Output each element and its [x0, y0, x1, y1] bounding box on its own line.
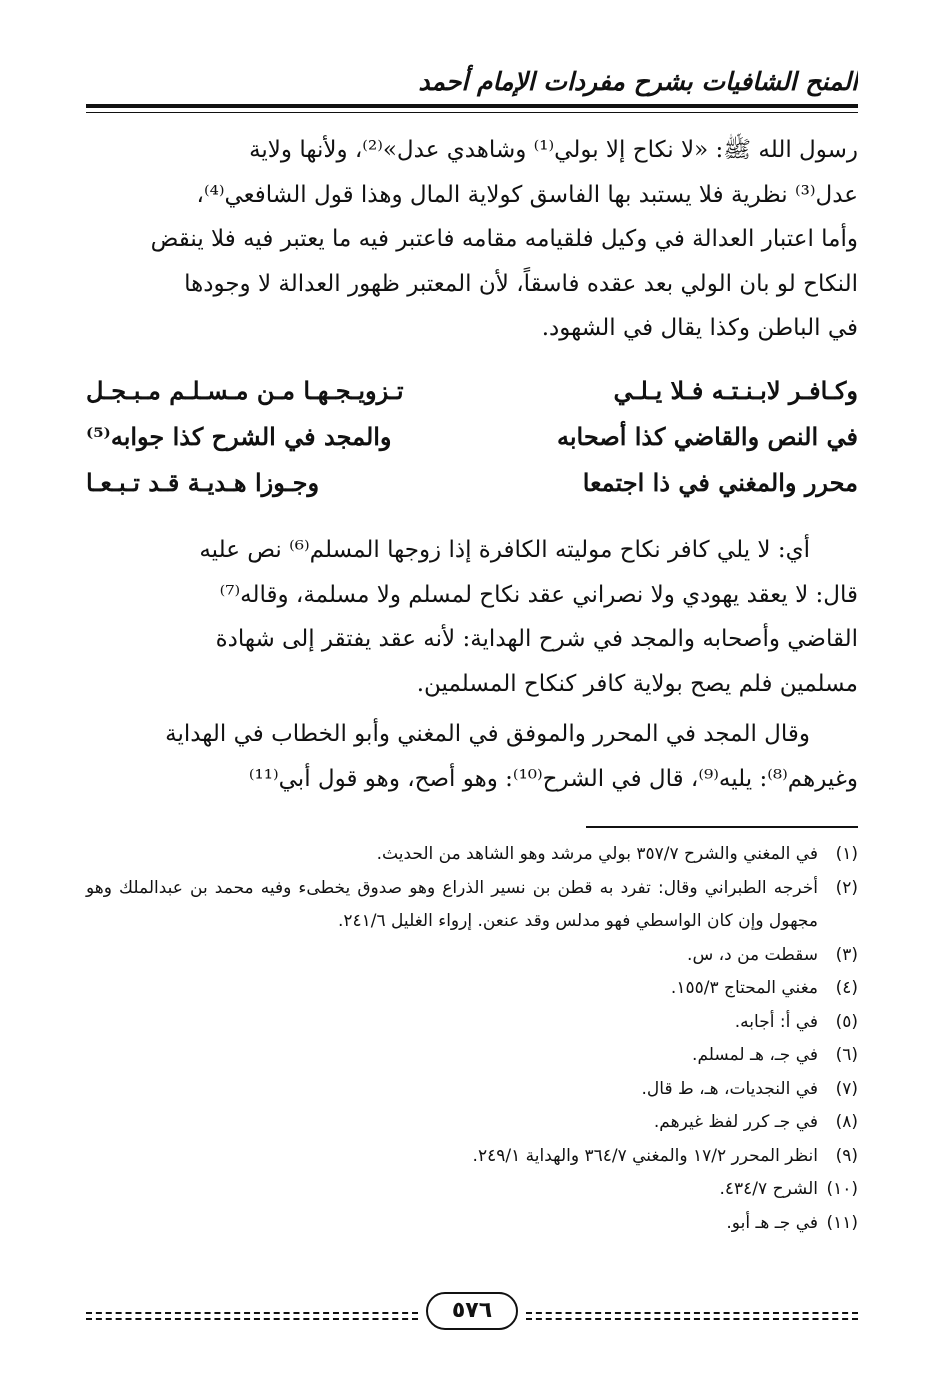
text-line: رسول الله ﷺ: «لا نكاح إلا بولي⁽¹⁾ وشاهدي عدل»⁽²⁾، ولأنها ولاية: [249, 137, 858, 163]
footnote-text: سقطت من د، س.: [687, 944, 818, 965]
footnote: [86, 1006, 858, 1040]
footnote-number: (٥): [835, 1011, 858, 1032]
page-number: ٥٧٦: [426, 1292, 518, 1330]
footnote: [86, 1106, 858, 1140]
footnote-separator: [586, 826, 858, 828]
footnote-number: (٧): [835, 1078, 858, 1099]
footnote-text: الشرح ٤٣٤/٧.: [719, 1179, 818, 1199]
footer-ornament-left: [86, 1312, 418, 1314]
footnote: [86, 939, 858, 973]
header-rule-thick: [86, 104, 858, 108]
paragraph-1: [86, 128, 858, 351]
verse-hemistich: تـزويـجـهـا مـن مـسـلـم مـبـجـل: [86, 376, 404, 405]
footnote: [86, 838, 858, 872]
verse-hemistich: في النص والقاضي كذا أصحابه: [556, 422, 858, 451]
verse-hemistich: محرر والمغني في ذا اجتمعا: [582, 468, 858, 497]
footnote-number: (٨): [835, 1112, 858, 1132]
footnote-text: مغني المحتاج ١٥٥/٣.: [670, 978, 818, 998]
verse-hemistich: وكـافـر لابـنـتـه فـلا يـلـي: [613, 376, 858, 405]
paragraph-2: [86, 528, 858, 706]
footnote-text: في أ: أجابه.: [734, 1011, 818, 1032]
text-line: النكاح لو بان الولي بعد عقده فاسقاً، لأن المعتبر ظهور العدالة لا وجودها: [184, 270, 858, 297]
footnote-number: (٣): [835, 944, 858, 965]
text-line: وأما اعتبار العدالة في وكيل فلقيامه مقامه فاعتبر فيه ما يعتبر فيه فلا ينقض: [150, 226, 858, 252]
footnote: [86, 1073, 858, 1107]
footnote-number: (٤): [835, 978, 858, 998]
verse-hemistich: والمجد في الشرح كذا جوابه⁽⁵⁾: [86, 422, 392, 451]
footnote-text: في النجديات، هـ، ط قال.: [641, 1078, 818, 1099]
footnote: [86, 872, 858, 939]
footnote-text: في جـ كرر لفظ غيرهم.: [653, 1112, 818, 1132]
verse-3: [86, 460, 858, 506]
text-line: قال: لا يعقد يهودي ولا نصراني عقد نكاح لمسلم ولا مسلمة، وقاله⁽⁷⁾: [219, 581, 858, 608]
paragraph-3: [86, 712, 858, 801]
footnotes: [86, 838, 858, 1240]
header-rule-thin: [86, 112, 858, 113]
text-line: مسلمين فلم يصح بولاية كافر كنكاح المسلمين.: [416, 670, 858, 697]
poem-verses: [86, 368, 858, 506]
footnote-number: (٢): [835, 877, 858, 898]
verse-2: [86, 414, 858, 460]
footnote: [86, 1173, 858, 1207]
footnote-number: (١): [835, 844, 858, 864]
footnote-number: (١٠): [826, 1179, 858, 1199]
footnote: [86, 1039, 858, 1073]
footer-ornament-right: [526, 1312, 858, 1314]
footnote-number: (١١): [826, 1212, 858, 1233]
footnote-text: أخرجه الطبراني وقال: تفرد به قطن بن نسير الذراع وهو صدوق يخطىء وفيه محمد بن عبدالملك وهو مجهول وإن كان الواسطي فهو مدلس وقد عنعن. إرواء الغليل ٢٤١/٦.: [86, 877, 818, 931]
text-line: وغيرهم⁽⁸⁾: يليه⁽⁹⁾، قال في الشرح⁽¹⁰⁾: وهو أصح، وهو قول أبي⁽¹¹⁾: [248, 765, 858, 792]
page-footer: [86, 1290, 858, 1336]
verse-hemistich: وجـوزا هـديـة قـد تـبـعـا: [86, 468, 320, 497]
footnote-text: انظر المحرر ١٧/٢ والمغني ٣٦٤/٧ والهداية ٢٤٩/١.: [472, 1145, 818, 1166]
footnote: [86, 1140, 858, 1174]
footnote-text: في المغني والشرح ٣٥٧/٧ بولي مرشد وهو الشاهد من الحديث.: [376, 844, 818, 864]
footnote: [86, 972, 858, 1006]
text-line: في الباطن وكذا يقال في الشهود.: [541, 315, 858, 341]
running-header: المنح الشافيات بشرح مفردات الإمام أحمد: [418, 67, 858, 96]
footnote-number: (٦): [835, 1045, 858, 1065]
text-line: القاضي وأصحابه والمجد في شرح الهداية: لأنه عقد يفتقر إلى شهادة: [215, 626, 858, 652]
text-line: وقال المجد في المحرر والموفق في المغني وأبو الخطاب في الهداية: [165, 721, 810, 747]
footnote-text: في جـ هـ أبو.: [726, 1212, 818, 1233]
text-line: أي: لا يلي كافر نكاح موليته الكافرة إذا زوجها المسلم⁽⁶⁾ نص عليه: [199, 537, 810, 563]
footnote-text: في جـ، هـ لمسلم.: [692, 1045, 818, 1065]
footnote-number: (٩): [835, 1145, 858, 1166]
verse-1: [86, 368, 858, 414]
footnote: [86, 1207, 858, 1241]
text-line: عدل⁽³⁾ نظرية فلا يستبد بها الفاسق كولاية المال وهذا قول الشافعي⁽⁴⁾،: [196, 181, 858, 208]
